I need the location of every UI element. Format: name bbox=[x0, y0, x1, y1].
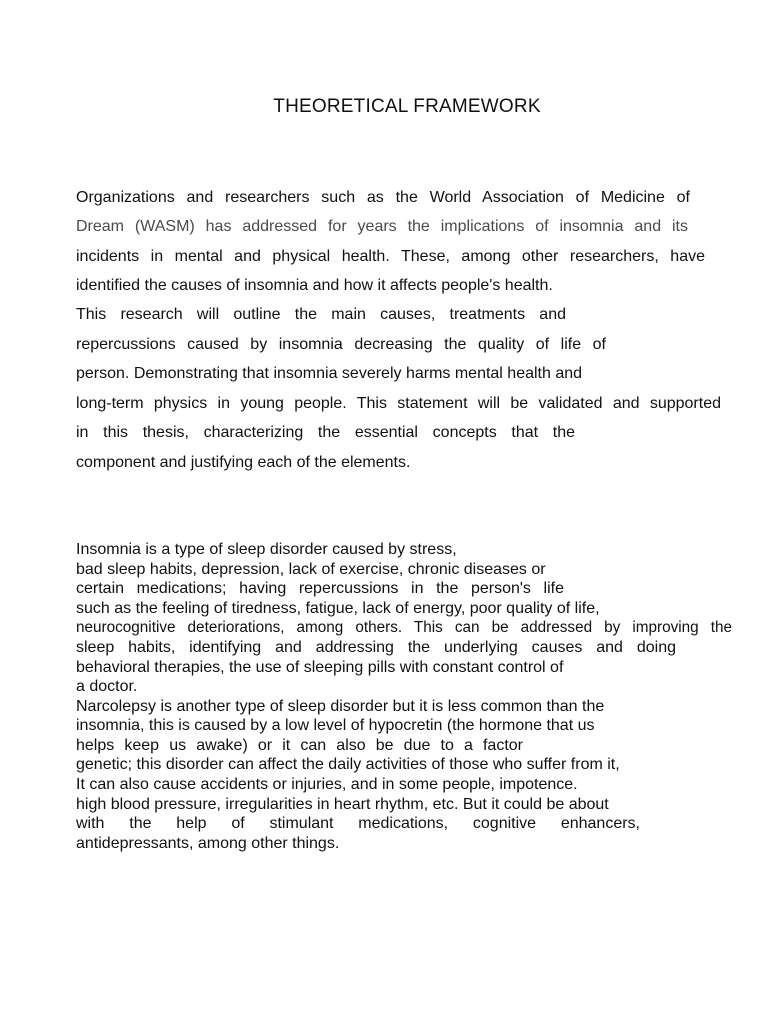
paragraph-2-line-14: high blood pressure, irregularities in heart rhythm, etc. But it could be about bbox=[76, 796, 609, 813]
paragraph-1-line-2: Dream (WASM) has addressed for years the implications of insomnia and its bbox=[76, 218, 688, 235]
paragraph-2-line-11: helps keep us awake) or it can also be due to a factor bbox=[76, 737, 523, 754]
paragraph-2-line-13: It can also cause accidents or injuries, and in some people, impotence. bbox=[76, 776, 578, 793]
paragraph-2-line-12: genetic; this disorder can affect the daily activities of those who suffer from it, bbox=[76, 756, 620, 773]
paragraph-2-line-8: a doctor. bbox=[76, 678, 138, 695]
paragraph-1-line-8: long-term physics in young people. This statement will be validated and supported bbox=[76, 395, 721, 412]
paragraph-2-line-2: bad sleep habits, depression, lack of exercise, chronic diseases or bbox=[76, 561, 546, 578]
paragraph-2-line-10: insomnia, this is caused by a low level of hypocretin (the hormone that us bbox=[76, 717, 595, 734]
paragraph-2-line-7: behavioral therapies, the use of sleeping pills with constant control of bbox=[76, 659, 564, 676]
paragraph-1-line-6: repercussions caused by insomnia decreasing the quality of life of bbox=[76, 336, 606, 353]
paragraph-2-line-5: neurocognitive deteriorations, among others. This can be addressed by improving the bbox=[76, 619, 732, 636]
document-title: THEORETICAL FRAMEWORK bbox=[273, 96, 541, 117]
paragraph-1-line-5: This research will outline the main causes, treatments and bbox=[76, 306, 566, 323]
paragraph-1-line-1: Organizations and researchers such as the World Association of Medicine of bbox=[76, 189, 690, 206]
paragraph-2-line-9: Narcolepsy is another type of sleep disorder but it is less common than the bbox=[76, 698, 605, 715]
paragraph-1-line-4: identified the causes of insomnia and how it affects people's health. bbox=[76, 277, 553, 294]
paragraph-2-line-16: antidepressants, among other things. bbox=[76, 835, 340, 852]
paragraph-1-line-10: component and justifying each of the elements. bbox=[76, 454, 411, 471]
paragraph-1-line-7: person. Demonstrating that insomnia severely harms mental health and bbox=[76, 365, 583, 382]
paragraph-1-line-9: in this thesis, characterizing the essential concepts that the bbox=[76, 424, 575, 441]
paragraph-2-line-3: certain medications; having repercussions in the person's life bbox=[76, 580, 564, 597]
paragraph-2-line-15: with the help of stimulant medications, cognitive enhancers, bbox=[76, 815, 640, 832]
paragraph-2-line-1: Insomnia is a type of sleep disorder caused by stress, bbox=[76, 541, 457, 558]
paragraph-2-line-4: such as the feeling of tiredness, fatigue, lack of energy, poor quality of life, bbox=[76, 600, 600, 617]
paragraph-2-line-6: sleep habits, identifying and addressing the underlying causes and doing bbox=[76, 639, 676, 656]
paragraph-1-line-3: incidents in mental and physical health. These, among other researchers, have bbox=[76, 248, 705, 265]
